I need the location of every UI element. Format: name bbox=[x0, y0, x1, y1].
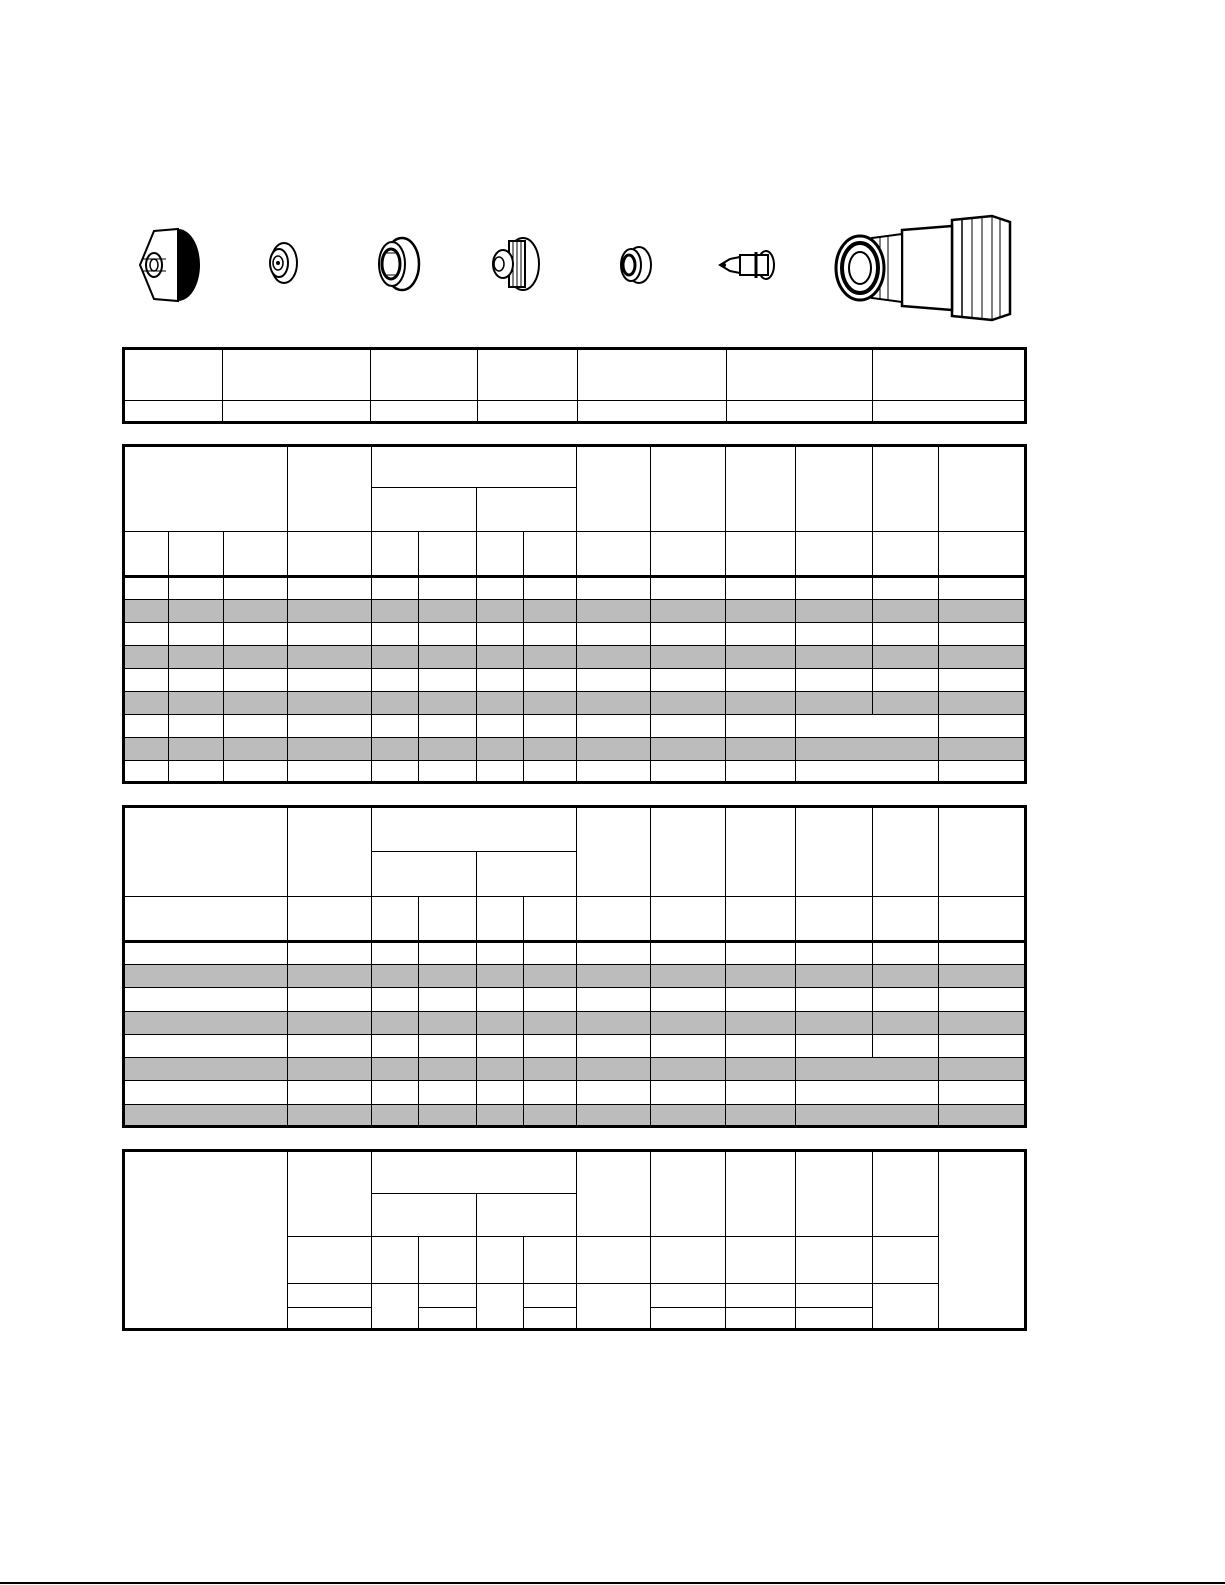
table-row bbox=[124, 1011, 1026, 1034]
table-row bbox=[124, 692, 1026, 715]
table-row bbox=[124, 600, 1026, 623]
table-row bbox=[124, 941, 1026, 964]
table-row bbox=[124, 401, 1026, 423]
table-row bbox=[124, 715, 1026, 738]
header-row bbox=[124, 1151, 1026, 1194]
cut-chart-table-3 bbox=[122, 1149, 1027, 1331]
electrode-icon bbox=[716, 247, 778, 283]
table-row bbox=[124, 988, 1026, 1011]
header-row bbox=[124, 897, 1026, 942]
table-row bbox=[124, 349, 1026, 401]
shield-icon bbox=[128, 223, 208, 303]
table-row bbox=[124, 738, 1026, 761]
table-row bbox=[124, 577, 1026, 600]
cut-chart-table-1 bbox=[122, 444, 1027, 784]
retaining-cap-icon bbox=[372, 235, 422, 293]
shield-cap-icon bbox=[264, 240, 300, 286]
swirl-ring-icon bbox=[615, 243, 655, 287]
part-number-table bbox=[122, 347, 1027, 424]
table-row bbox=[124, 1058, 1026, 1081]
header-row bbox=[124, 807, 1026, 852]
header-row bbox=[124, 446, 1026, 488]
header-row bbox=[124, 532, 1026, 577]
torch-body-icon bbox=[832, 210, 1027, 325]
cut-chart-table-2 bbox=[122, 805, 1027, 1128]
table-row bbox=[124, 669, 1026, 692]
table-row bbox=[124, 1034, 1026, 1057]
table-row bbox=[124, 1104, 1026, 1126]
table-row bbox=[124, 761, 1026, 783]
page-bottom-rule bbox=[0, 1582, 1225, 1584]
table-row bbox=[124, 1081, 1026, 1104]
consumables-strip bbox=[120, 205, 1025, 330]
table-row bbox=[124, 964, 1026, 987]
table-row bbox=[124, 623, 1026, 646]
nozzle-icon bbox=[485, 235, 545, 293]
table-row bbox=[124, 646, 1026, 669]
